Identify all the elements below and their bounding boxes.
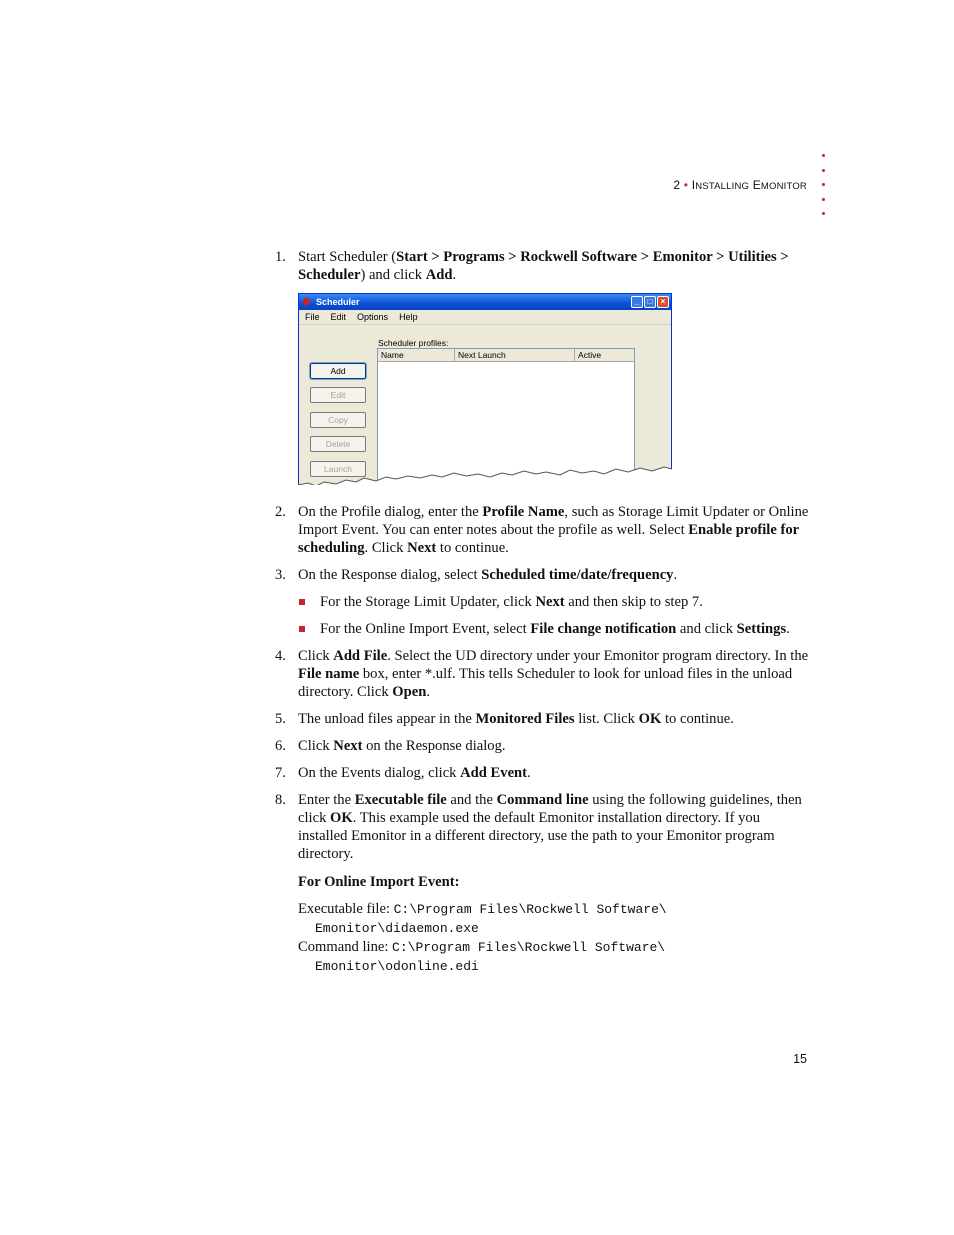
column-active[interactable]: Active <box>578 350 602 360</box>
online-import-heading: For Online Import Event: <box>298 874 460 890</box>
edit-button[interactable]: Edit <box>310 387 366 403</box>
executable-file-line: Executable file: C:\Program Files\Rockwell Software\ Emonitor\didaemon.exe <box>298 901 667 936</box>
scheduler-screenshot <box>298 293 672 485</box>
delete-button[interactable]: Delete <box>310 436 366 452</box>
add-button[interactable]: Add <box>310 363 366 379</box>
step-1: 1. Start Scheduler (Start > Programs > Rockwell Software > Emonitor > Utilities > Scheduler) and click Add. <box>275 249 789 283</box>
step-7: 7. On the Events dialog, click Add Event. <box>275 765 531 781</box>
step-3: 3. On the Response dialog, select Scheduled time/date/frequency. <box>275 567 678 583</box>
header-rest-1: NSTALLING <box>695 181 750 192</box>
header-separator: • <box>683 178 689 192</box>
header-rest-2: MONITOR <box>760 181 807 192</box>
bullet-online-import: For the Online Import Event, select File change notification and click Settings. <box>275 620 810 638</box>
bullet-square-icon <box>299 626 305 632</box>
step-8: 8. Enter the Executable file and the Command line using the following guidelines, then click OK. This example used the default Emonitor installation directory. If you installed Emonitor in a different directory, use the path to your Emonitor program directory. <box>275 792 802 862</box>
column-next-launch[interactable]: Next Launch <box>455 349 575 361</box>
bullet-square-icon <box>299 599 305 605</box>
step-2: 2. On the Profile dialog, enter the Profile Name, such as Storage Limit Updater or Online Import Event. You can enter notes about the profile as well. Select Enable profile for scheduling. Click Next to continue. <box>275 504 809 556</box>
page-number: 15 <box>793 1052 807 1066</box>
decorative-dots <box>822 154 828 227</box>
copy-button[interactable]: Copy <box>310 412 366 428</box>
scheduler-app-icon <box>302 297 312 307</box>
header-initial-2: E <box>752 178 761 192</box>
window-titlebar <box>299 294 671 310</box>
command-line-line: Command line: C:\Program Files\Rockwell Software\ Emonitor\odonline.edi <box>298 939 666 974</box>
page-content <box>275 248 810 976</box>
step-4: 4. Click Add File. Select the UD directory under your Emonitor program directory. In the File name box, enter *.ulf. This tells Scheduler to look for unload files in the unload directory. Click Open. <box>275 648 809 700</box>
running-header <box>673 178 807 192</box>
header-initial-1: I <box>691 178 696 192</box>
chapter-number: 2 <box>673 178 681 192</box>
bullet-storage-limit: For the Storage Limit Updater, click Next and then skip to step 7. <box>275 593 810 611</box>
menu-edit[interactable]: Edit <box>330 312 347 322</box>
menu-help[interactable]: Help <box>399 312 418 322</box>
menu-options[interactable]: Options <box>357 312 389 322</box>
menu-bar <box>299 310 671 325</box>
maximize-icon[interactable]: □ <box>644 296 656 308</box>
step-6: 6. Click Next on the Response dialog. <box>275 738 506 754</box>
minimize-icon[interactable]: _ <box>631 296 643 308</box>
window-title: Scheduler <box>316 297 360 307</box>
step-5: 5. The unload files appear in the Monitored Files list. Click OK to continue. <box>275 711 734 727</box>
torn-edge <box>298 463 672 485</box>
menu-file[interactable]: File <box>305 312 320 322</box>
column-name[interactable]: Name <box>378 349 455 361</box>
close-icon[interactable]: × <box>657 296 669 308</box>
launch-button[interactable]: Launch <box>310 461 366 477</box>
profiles-label: Scheduler profiles: <box>378 338 449 348</box>
